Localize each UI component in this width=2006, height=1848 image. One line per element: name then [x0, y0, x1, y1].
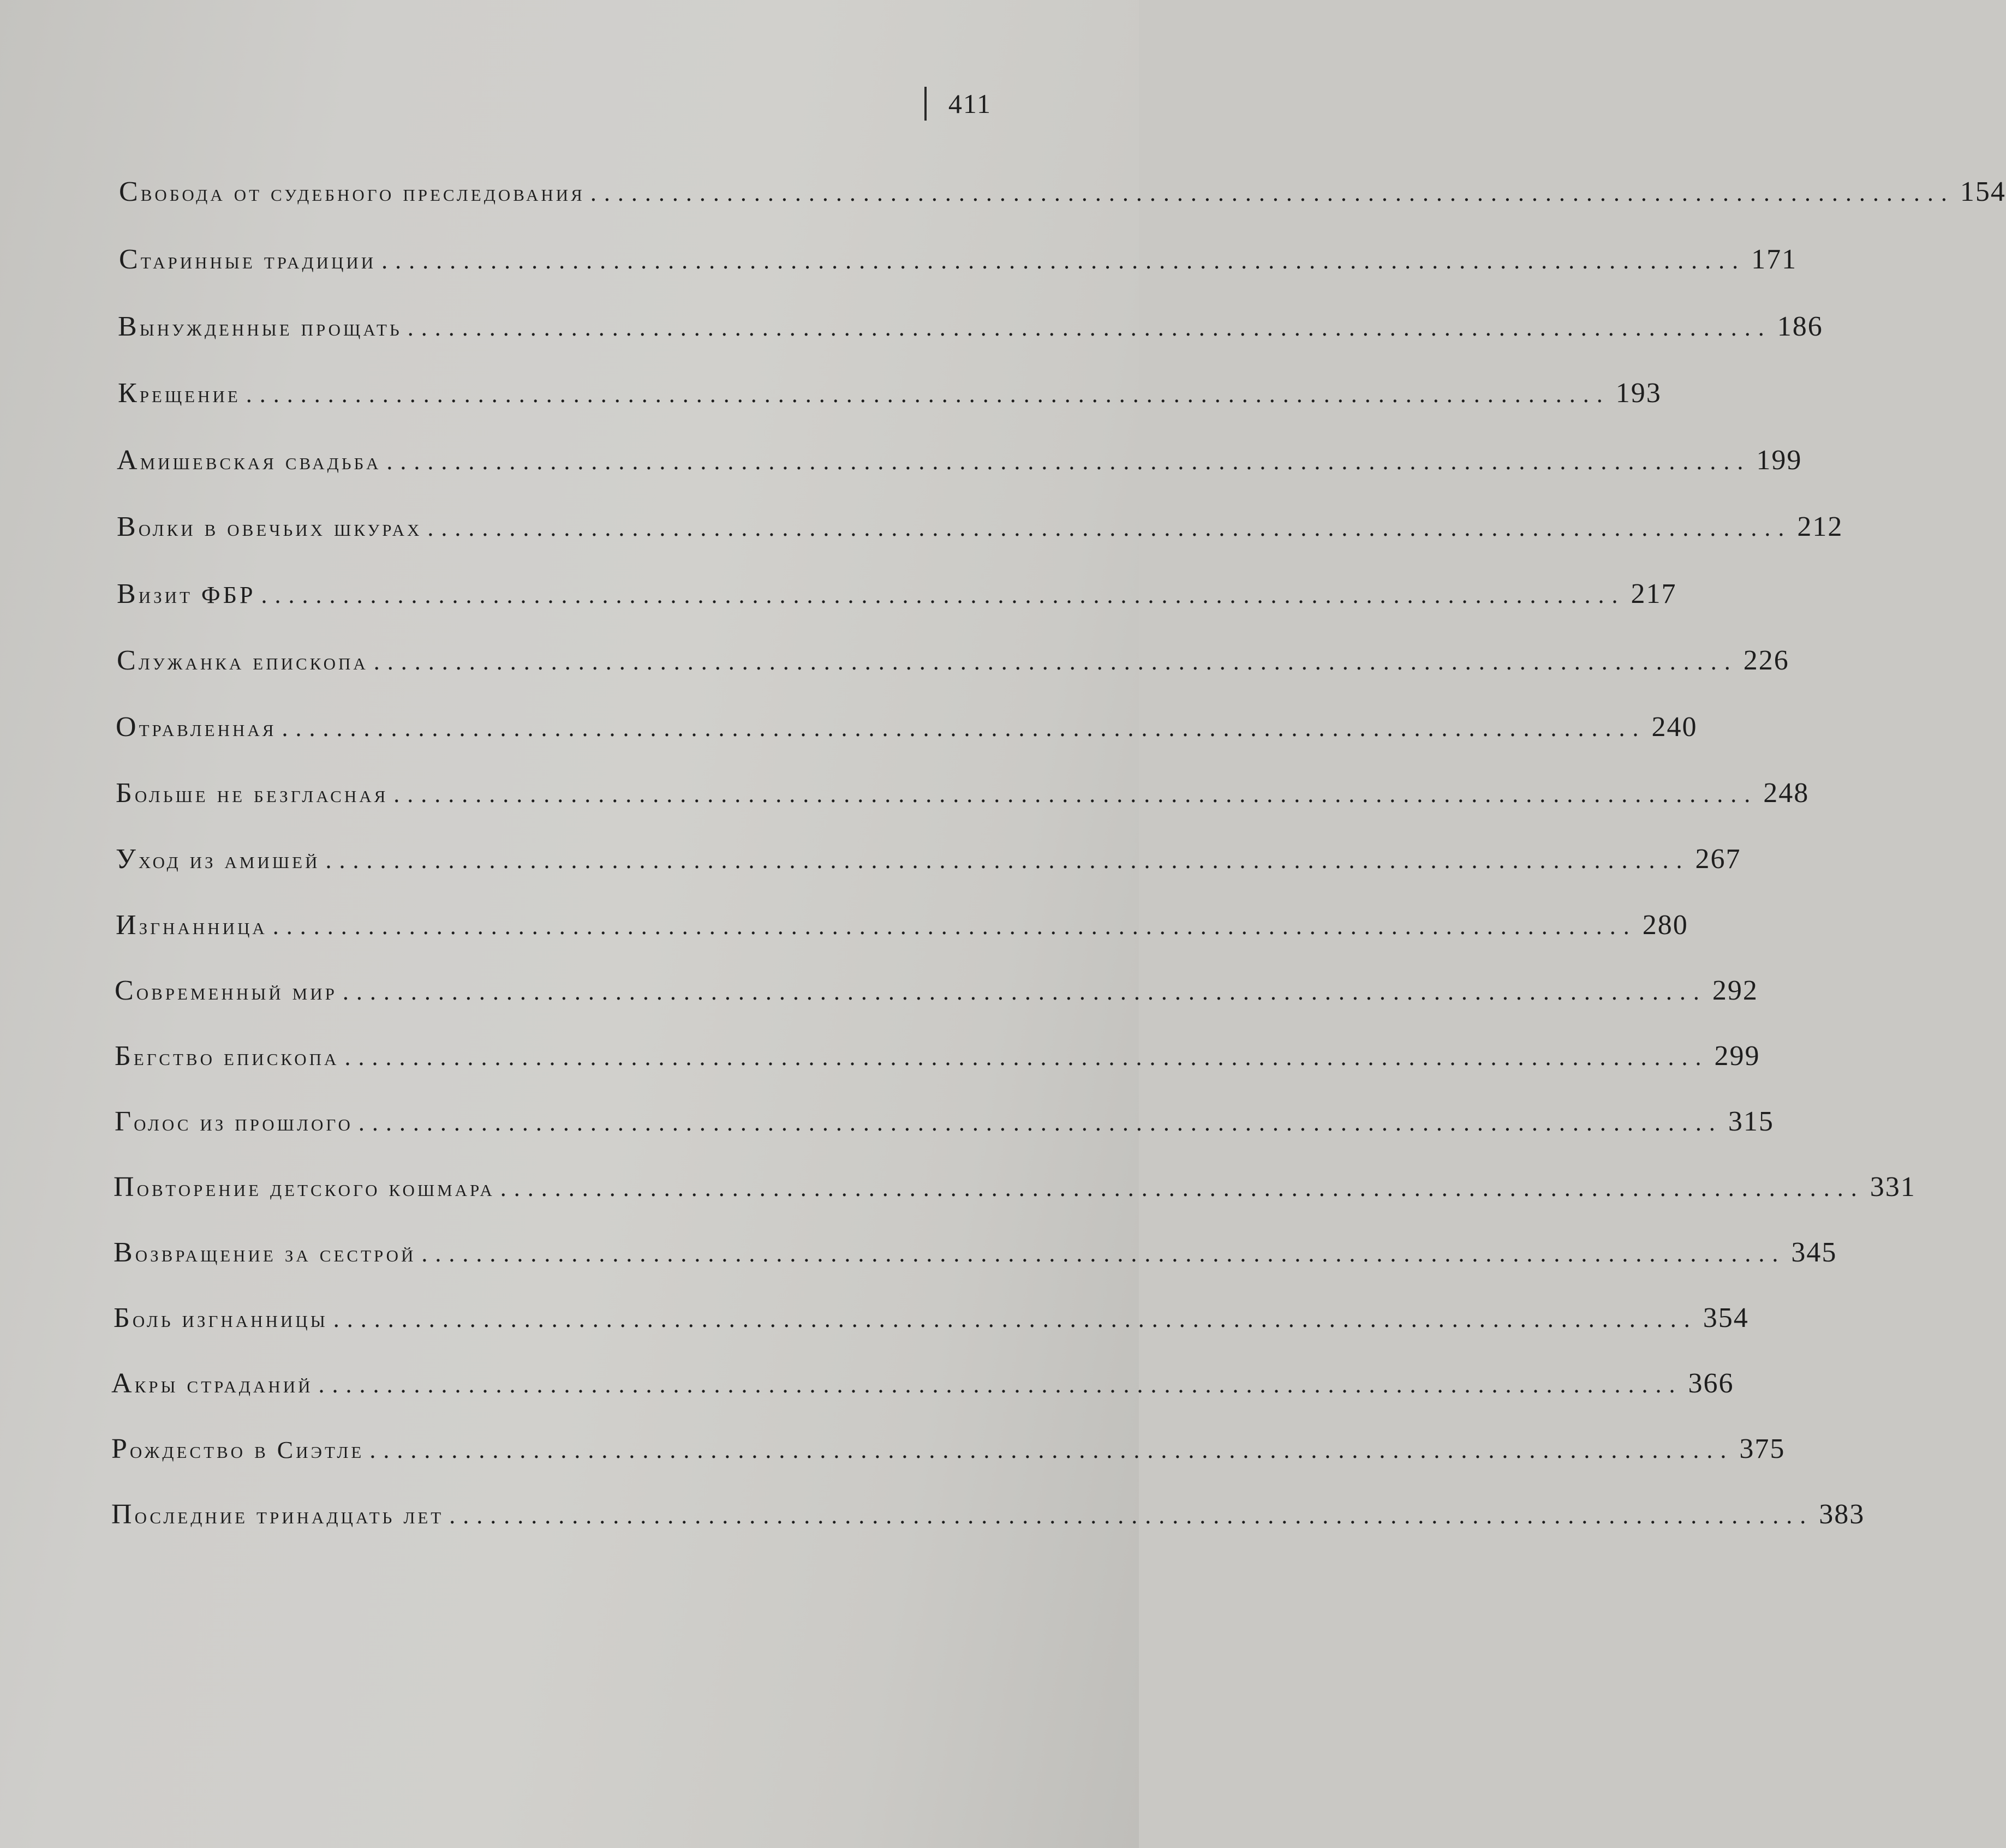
toc-leader-dots: .................................................................................................... [325, 847, 1690, 874]
toc-entry-title: Рождество в Сиэтле [111, 1433, 365, 1464]
toc-entry-page: 280 [1642, 910, 1688, 941]
toc-entry-title: Голос из прошлого [115, 1106, 353, 1137]
toc-entry-page: 171 [1751, 244, 1798, 275]
toc-entry [116, 711, 1698, 749]
toc-entry [116, 777, 1810, 815]
toc-leader-dots: .................................................................................................... [342, 978, 1707, 1005]
toc-entry [117, 644, 1789, 683]
toc-entry-page: 331 [1870, 1171, 1916, 1203]
toc-leader-dots: .................................................................................................... [246, 381, 1610, 408]
page-header [924, 82, 992, 125]
toc-entry-page: 212 [1797, 511, 1843, 542]
toc-leader-dots: .................................................................................................... [369, 1437, 1734, 1463]
toc-entry-page: 240 [1651, 711, 1698, 743]
toc-entry-page: 193 [1615, 378, 1662, 409]
toc-entry-page: 199 [1756, 445, 1802, 476]
toc-leader-dots: .................................................................................................... [373, 648, 1738, 675]
toc-entry-page: 267 [1695, 844, 1741, 875]
toc-entry-page: 315 [1728, 1106, 1774, 1137]
toc-entry-page: 375 [1739, 1433, 1786, 1464]
table-of-contents [0, 176, 2006, 1551]
toc-leader-dots: .................................................................................................... [449, 1502, 1814, 1529]
toc-entry [114, 1171, 1916, 1209]
toc-entry-title: Боль изгнанницы [114, 1302, 328, 1333]
toc-entry-page: 186 [1777, 311, 1823, 342]
toc-leader-dots: .................................................................................................... [407, 314, 1772, 341]
toc-entry-title: Волки в овечьих шкурах [117, 511, 422, 542]
toc-leader-dots: .................................................................................................... [333, 1306, 1698, 1332]
toc-leader-dots: .................................................................................................... [344, 1044, 1709, 1070]
toc-entry-title: Повторение детского кошмара [114, 1171, 495, 1203]
toc-entry [118, 310, 1823, 349]
toc-entry [114, 1236, 1837, 1275]
toc-entry [116, 909, 1688, 947]
toc-entry-title: Акры страданий [111, 1368, 313, 1399]
toc-leader-dots: .................................................................................................... [282, 715, 1646, 741]
toc-entry [114, 1302, 1749, 1340]
toc-entry-title: Старинные традиции [119, 244, 377, 275]
toc-entry [117, 578, 1677, 616]
toc-entry [116, 843, 1741, 881]
toc-entry-page: 345 [1791, 1237, 1837, 1268]
toc-leader-dots: .................................................................................................... [386, 448, 1751, 475]
toc-entry [111, 1498, 1865, 1536]
toc-leader-dots: .................................................................................................... [421, 1240, 1786, 1267]
toc-entry [119, 176, 2006, 214]
toc-entry-title: Уход из амишей [116, 844, 320, 875]
toc-entry-title: Бегство епископа [115, 1040, 339, 1072]
toc-entry-page: 226 [1743, 645, 1789, 676]
toc-entry-title: Крещение [118, 378, 241, 409]
toc-entry [119, 243, 1798, 282]
page-number: 411 [948, 88, 992, 119]
toc-entry [115, 1105, 1774, 1144]
toc-entry-page: 354 [1703, 1302, 1749, 1333]
toc-entry-title: Больше не безгласная [116, 778, 389, 809]
toc-entry-title: Современный мир [115, 975, 337, 1006]
toc-entry [115, 974, 1758, 1013]
toc-leader-dots: .................................................................................................... [590, 180, 1955, 206]
toc-entry-title: Последние тринадцать лет [111, 1499, 444, 1530]
toc-leader-dots: .................................................................................................... [261, 582, 1626, 608]
toc-leader-dots: .................................................................................................... [427, 515, 1792, 541]
toc-entry-title: Возвращение за сестрой [114, 1237, 416, 1268]
toc-entry [115, 1040, 1760, 1078]
toc-entry-title: Амишевская свадьба [117, 445, 381, 476]
toc-entry-title: Отравленная [116, 711, 277, 743]
toc-entry-page: 383 [1819, 1499, 1865, 1530]
toc-entry-page: 366 [1688, 1368, 1734, 1399]
toc-leader-dots: .................................................................................................... [381, 247, 1746, 274]
toc-leader-dots: .................................................................................................... [318, 1371, 1683, 1398]
toc-entry-page: 217 [1631, 578, 1677, 609]
toc-entry-page: 248 [1763, 778, 1810, 809]
toc-entry-page: 154 [1960, 176, 2006, 207]
toc-entry-page: 292 [1712, 975, 1758, 1006]
toc-entry [111, 1367, 1734, 1406]
toc-entry [117, 444, 1802, 482]
header-rule [924, 87, 927, 121]
toc-entry-title: Свобода от судебного преследования [119, 176, 585, 207]
toc-leader-dots: .................................................................................................... [358, 1109, 1723, 1136]
toc-entry-title: Служанка епископа [117, 645, 368, 676]
toc-entry [111, 1433, 1786, 1471]
toc-entry [118, 377, 1662, 415]
toc-leader-dots: .................................................................................................... [272, 913, 1637, 940]
toc-entry-title: Изгнанница [116, 910, 267, 941]
toc-entry-page: 299 [1714, 1040, 1760, 1072]
toc-entry-title: Вынужденные прощать [118, 311, 402, 342]
toc-leader-dots: .................................................................................................... [393, 781, 1758, 808]
toc-leader-dots: .................................................................................................... [500, 1175, 1865, 1201]
toc-entry [117, 511, 1843, 549]
toc-entry-title: Визит ФБР [117, 578, 256, 609]
